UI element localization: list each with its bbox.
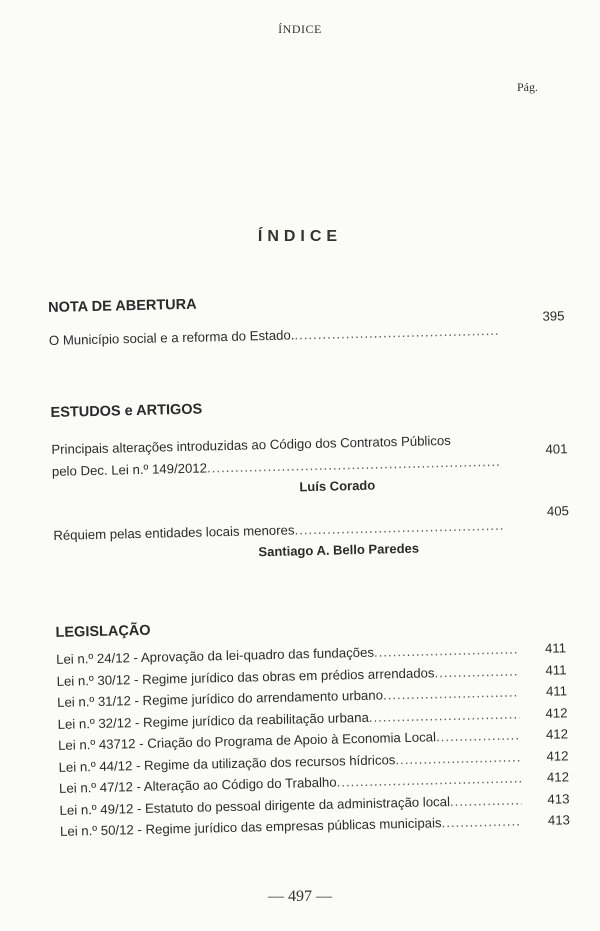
list-item: Lei n.º 47/12 - Alteração ao Código do Trabalho ..... 412 [59, 766, 569, 799]
page-number: 405 [546, 503, 570, 519]
page-folio: — 497 — [268, 888, 332, 905]
section-heading: NOTA DE ABERTURA [48, 296, 197, 316]
list-item: Lei n.º 44/12 - Regime da utilização dos recursos hídricos ..... 412 [58, 745, 568, 778]
section-heading: ESTUDOS e ARTIGOS [50, 401, 203, 421]
toc-entry [51, 427, 568, 503]
section-heading: LEGISLAÇÃO [55, 622, 151, 641]
page-title: ÍNDICE [257, 228, 343, 245]
entry-author: Luís Corado [299, 477, 376, 495]
list-item: Lei n.º 30/12 - Regime jurídico das obras em prédios arrendados ..... 411 [56, 659, 566, 692]
list-item: Lei n.º 43712 - Criação do Programa de Apoio à Economia Local ..... 412 [58, 723, 568, 756]
leader-dots [294, 320, 499, 347]
toc-entry [53, 503, 570, 567]
entry-title-line1: Principais alterações introduzidas ao Código dos Contratos Públicos [51, 432, 451, 457]
legislation-list [56, 637, 570, 842]
list-item: Lei n.º 24/12 - Aprovação da lei-quadro das fundações ..... 411 [56, 637, 566, 670]
page-number: 401 [545, 441, 568, 457]
entry-title: O Município social e a reforma do Estado. [48, 327, 295, 348]
list-item: Lei n.º 31/12 - Regime jurídico do arrendamento urbano ..... 411 [57, 680, 567, 713]
list-item: Lei n.º 50/12 - Regime jurídico das empresas públicas municipais ..... 413 [60, 809, 570, 842]
list-item: Lei n.º 49/12 - Estatuto do pessoal dirigente da administração local ..... 413 [59, 788, 569, 821]
running-head: ÍNDICE [278, 22, 322, 36]
entry-title-line2: pelo Dec. Lei n.º 149/2012 [51, 460, 208, 479]
page-column-label: Pág. [517, 80, 538, 94]
toc-entry [48, 308, 565, 352]
section-legislacao [55, 613, 570, 842]
list-item: Lei n.º 32/12 - Regime jurídico da reabilitação urbana ..... 412 [57, 702, 567, 735]
table-of-contents [48, 288, 570, 842]
entry-author: Santiago A. Bello Paredes [258, 540, 420, 560]
entry-title: Réquiem pelas entidades locais menores [53, 522, 295, 543]
section-nota [48, 288, 565, 405]
page-number: 395 [542, 308, 565, 324]
section-estudos [50, 393, 570, 625]
